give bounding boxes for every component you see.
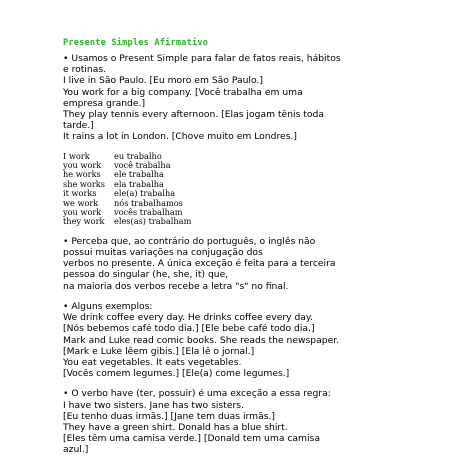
english-form: it works [63, 188, 97, 199]
portuguese-form: ele(a) trabalha [114, 188, 176, 199]
perceba-line: possui muitas variações na conjugação dos [63, 247, 263, 259]
intro-line: I live in São Paulo. [Eu moro em São Paulo.] [63, 75, 263, 87]
verbo-have-line: I have two sisters. Jane has two sisters. [63, 399, 244, 411]
portuguese-form: você trabalha [114, 160, 171, 171]
verbo-have-line: [Eles têm uma camisa verde.] [Donald tem uma camisa [63, 433, 320, 445]
intro-line: They play tennis every afternoon. [Elas jogam tênis toda [63, 109, 324, 121]
perceba-line: • Perceba que, ao contrário do português, o inglês não [63, 235, 316, 247]
english-form: she works [63, 178, 105, 189]
english-form: you work [63, 160, 102, 171]
intro-line: tarde.] [63, 120, 94, 132]
exemplos-line: We drink coffee every day. He drinks coffee every day. [63, 312, 313, 324]
intro-line: e rotinas. [63, 64, 107, 76]
exemplos-line: [Mark e Luke lêem gibis.] [Ela lê o jornal.] [63, 345, 255, 357]
table-row [63, 217, 191, 226]
exemplos-line: • Alguns exemplos: [63, 300, 153, 312]
intro-line: • Usamos o Present Simple para falar de fatos reais, hábitos [63, 53, 341, 64]
verbo-have-line: • O verbo have (ter, possuir) é uma exceção a essa regra: [63, 388, 331, 400]
english-form: you work [63, 207, 102, 218]
document-page [63, 37, 403, 456]
page-title: Presente Simples Afirmativo [63, 38, 209, 48]
exemplos-line: You eat vegetables. It eats vegetables. [63, 356, 242, 368]
intro-line: You work for a big company. [Você trabalha em uma [63, 86, 303, 98]
portuguese-form: vocês trabalham [114, 207, 183, 218]
verbo-have-line: They have a green shirt. Donald has a blue shirt. [63, 421, 288, 433]
english-form: they work [63, 216, 105, 227]
exemplos-line: [Vocês comem legumes.] [Ele(a) come legumes.] [63, 368, 290, 380]
perceba-line: na maioria dos verbos recebe a letra "s" no final. [63, 280, 289, 292]
verbo-have-line: azul.] [63, 444, 89, 456]
perceba-line: pessoa do singular (he, she, it) que, [63, 269, 229, 281]
portuguese-form: ela trabalha [114, 178, 164, 189]
intro-paragraph [63, 53, 403, 143]
intro-line: empresa grande.] [63, 97, 146, 109]
exemplos-paragraph [63, 301, 403, 379]
conjugation-table [63, 152, 191, 227]
english-form: we work [63, 197, 99, 208]
exemplos-line: [Nós bebemos café todo dia.] [Ele bebe café todo dia.] [63, 323, 315, 335]
intro-line: It rains a lot in London. [Chove muito em Londres.] [63, 131, 297, 143]
english-form: I work [63, 150, 90, 161]
portuguese-form: eu trabalho [114, 150, 162, 161]
verbo-have-paragraph [63, 388, 403, 455]
exemplos-line: Mark and Luke read comic books. She reads the newspaper. [63, 334, 340, 346]
perceba-paragraph [63, 236, 403, 292]
english-form: he works [63, 169, 101, 180]
verbo-have-line: [Eu tenho duas irmãs.] [Jane tem duas irmãs.] [63, 410, 276, 422]
perceba-line: verbos no presente. A única exceção é feita para a terceira [63, 258, 336, 270]
portuguese-form: nós trabalhamos [114, 197, 183, 208]
portuguese-form: ele trabalha [114, 169, 164, 180]
portuguese-form: eles(as) trabalham [114, 216, 192, 227]
